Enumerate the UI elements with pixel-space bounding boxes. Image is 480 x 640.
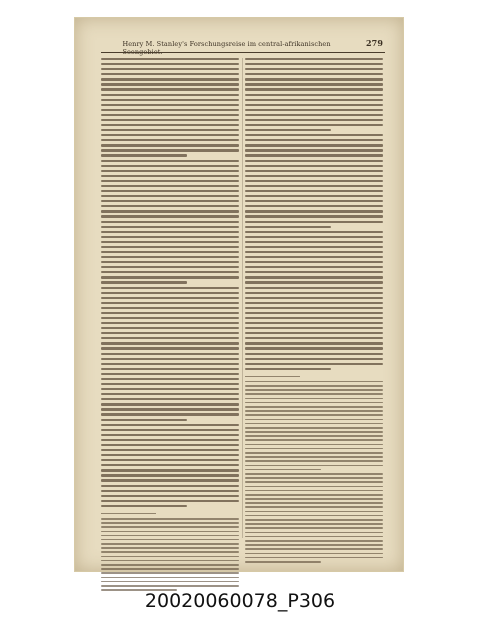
footnote-line (245, 506, 383, 508)
text-line (101, 195, 239, 197)
footnote-line (245, 557, 383, 559)
footnote-line (245, 423, 383, 425)
footnote-line (245, 385, 383, 387)
text-line (101, 505, 187, 507)
text-line (101, 297, 239, 299)
footnote-line (245, 469, 321, 471)
text-line (245, 114, 383, 116)
footnote-line (245, 548, 383, 550)
text-line (101, 464, 239, 466)
text-line (245, 68, 383, 70)
text-line (101, 104, 239, 106)
text-line (245, 200, 383, 202)
text-line (101, 388, 239, 390)
text-line (245, 251, 383, 253)
text-line (101, 68, 239, 70)
text-line (245, 99, 383, 101)
text-line (245, 353, 383, 355)
text-line (101, 474, 239, 476)
text-line (101, 205, 239, 207)
footnote-line (245, 402, 383, 404)
text-line (245, 154, 383, 156)
text-line (101, 312, 239, 314)
text-line (101, 479, 239, 481)
footnote-line (245, 435, 383, 437)
footnote-line (101, 577, 239, 579)
text-line (101, 302, 239, 304)
text-line (101, 109, 239, 111)
text-line (245, 94, 383, 96)
footnote-line (101, 535, 239, 537)
footnote-line (245, 553, 383, 555)
footnote-line (101, 556, 239, 558)
text-line (101, 495, 239, 497)
footnote-line (245, 419, 383, 421)
text-line (101, 271, 239, 273)
text-line (101, 459, 239, 461)
text-line (245, 190, 383, 192)
text-line (245, 195, 383, 197)
text-line (101, 378, 239, 380)
text-line (101, 413, 239, 415)
text-line (101, 469, 239, 471)
text-line (101, 490, 239, 492)
text-line (101, 403, 239, 405)
footnote-line (245, 486, 383, 488)
text-column-left (101, 58, 239, 593)
text-line (101, 88, 239, 90)
text-line (101, 129, 239, 131)
text-line (101, 236, 239, 238)
text-line (245, 185, 383, 187)
text-line (245, 83, 383, 85)
text-line (101, 454, 239, 456)
text-line (101, 215, 239, 217)
footnote-line (101, 572, 239, 574)
text-line (101, 221, 239, 223)
footnote-line (245, 444, 383, 446)
text-line (101, 180, 239, 182)
text-line (101, 398, 239, 400)
footnote-line (101, 551, 239, 553)
footnote-rule (245, 376, 300, 377)
text-line (245, 322, 383, 324)
text-line (245, 368, 331, 370)
text-line (101, 287, 239, 289)
text-line (101, 170, 239, 172)
scanned-page (75, 18, 403, 571)
text-line (101, 134, 239, 136)
footnote-line (245, 519, 383, 521)
footnote-line (245, 511, 383, 513)
text-line (101, 363, 239, 365)
text-line (245, 129, 331, 131)
footnote-line (245, 381, 383, 383)
footnote-line (245, 502, 383, 504)
text-line (101, 327, 239, 329)
text-line (245, 165, 383, 167)
text-line (245, 256, 383, 258)
text-line (101, 347, 239, 349)
text-line (245, 139, 383, 141)
text-line (101, 383, 239, 385)
text-line (101, 500, 239, 502)
text-line (101, 317, 239, 319)
footnote-line (101, 543, 239, 545)
footnote-line (101, 518, 239, 520)
text-line (101, 149, 239, 151)
text-line (101, 124, 239, 126)
text-line (101, 408, 239, 410)
footnote-line (245, 398, 383, 400)
text-line (245, 287, 383, 289)
text-line (245, 226, 331, 228)
text-line (245, 363, 383, 365)
text-line (101, 200, 239, 202)
text-line (245, 332, 383, 334)
footnote-line (101, 526, 239, 528)
footnote-line (101, 564, 239, 566)
text-line (101, 231, 239, 233)
text-line (101, 114, 239, 116)
text-line (101, 307, 239, 309)
text-line (101, 99, 239, 101)
footnote-line (101, 568, 239, 570)
text-line (245, 281, 383, 283)
footnote-line (245, 561, 321, 563)
text-line (101, 73, 239, 75)
text-line (101, 266, 239, 268)
text-line (245, 302, 383, 304)
text-line (245, 261, 383, 263)
text-line (101, 261, 239, 263)
text-line (101, 190, 239, 192)
footnote-line (245, 460, 383, 462)
text-line (245, 119, 383, 121)
text-line (101, 175, 239, 177)
text-line (101, 154, 187, 156)
footnote-line (245, 532, 383, 534)
footnote-rule (101, 513, 156, 514)
text-line (101, 281, 187, 283)
text-line (101, 449, 239, 451)
text-line (245, 221, 383, 223)
text-line (101, 256, 239, 258)
text-line (101, 439, 239, 441)
footnote-line (245, 452, 383, 454)
text-line (245, 175, 383, 177)
footnote-line (245, 540, 383, 542)
footnote-line (245, 527, 383, 529)
text-line (101, 63, 239, 65)
text-column-right (245, 58, 383, 565)
footnote-line (245, 473, 383, 475)
footnote-line (101, 581, 239, 583)
text-line (101, 434, 239, 436)
text-line (101, 144, 239, 146)
text-line (101, 292, 239, 294)
footnote-line (101, 547, 239, 549)
text-line (245, 317, 383, 319)
text-line (101, 58, 239, 60)
footnote-line (101, 585, 239, 587)
footnote-line (245, 448, 383, 450)
text-line (101, 322, 239, 324)
footnote-line (245, 477, 383, 479)
footnote-line (245, 544, 383, 546)
footnote-line (245, 490, 383, 492)
footnote-line (245, 431, 383, 433)
footnote-line (101, 522, 239, 524)
text-line (245, 210, 383, 212)
text-line (101, 485, 239, 487)
text-line (245, 246, 383, 248)
footnote-line (245, 465, 383, 467)
text-line (245, 236, 383, 238)
text-line (245, 271, 383, 273)
text-line (101, 332, 239, 334)
footnote-line (245, 406, 383, 408)
text-line (101, 160, 239, 162)
footnote-line (101, 560, 239, 562)
text-line (101, 373, 239, 375)
text-line (101, 429, 239, 431)
text-line (245, 58, 383, 60)
archive-id-caption: 20020060078_P306 (144, 590, 336, 612)
text-line (245, 297, 383, 299)
text-line (101, 424, 239, 426)
text-line (101, 246, 239, 248)
footnote-line (101, 539, 239, 541)
text-line (245, 104, 383, 106)
text-line (245, 292, 383, 294)
text-line (101, 119, 239, 121)
text-line (245, 215, 383, 217)
text-line (101, 358, 239, 360)
text-line (101, 251, 239, 253)
text-line (245, 342, 383, 344)
text-line (101, 342, 239, 344)
text-line (245, 134, 383, 136)
text-line (245, 180, 383, 182)
footnote-line (245, 389, 383, 391)
text-line (245, 63, 383, 65)
text-line (245, 276, 383, 278)
running-head-title: Henry M. Stanley's Forschungsreise im central-afrikanischen Seengebiet. (122, 40, 331, 56)
text-line (245, 124, 383, 126)
text-line (245, 109, 383, 111)
text-line (245, 358, 383, 360)
footnote-line (245, 414, 383, 416)
text-line (245, 144, 383, 146)
footnote-line (245, 439, 383, 441)
text-line (101, 83, 239, 85)
text-line (101, 210, 239, 212)
running-head (103, 38, 383, 56)
text-line (245, 205, 383, 207)
text-line (101, 165, 239, 167)
text-line (245, 231, 383, 233)
text-line (245, 347, 383, 349)
text-line (101, 276, 239, 278)
text-line (245, 73, 383, 75)
text-line (101, 444, 239, 446)
text-line (101, 419, 187, 421)
text-line (101, 139, 239, 141)
text-line (101, 353, 239, 355)
text-line (245, 337, 383, 339)
footnote-line (245, 427, 383, 429)
text-line (245, 266, 383, 268)
text-line (245, 312, 383, 314)
text-line (101, 393, 239, 395)
text-line (245, 327, 383, 329)
text-line (245, 241, 383, 243)
text-line (245, 170, 383, 172)
text-line (101, 94, 239, 96)
footnote-line (245, 494, 383, 496)
text-line (245, 78, 383, 80)
text-line (245, 88, 383, 90)
footnote-line (245, 498, 383, 500)
text-line (245, 307, 383, 309)
text-line (101, 368, 239, 370)
footnote-line (245, 410, 383, 412)
text-line (101, 241, 239, 243)
text-line (245, 149, 383, 151)
footnote-line (245, 515, 383, 517)
text-line (101, 337, 239, 339)
page-number: 279 (366, 38, 383, 48)
header-rule (101, 52, 385, 53)
column-divider (242, 58, 243, 538)
footnote-line (245, 456, 383, 458)
text-line (101, 226, 239, 228)
footnote-line (245, 536, 383, 538)
footnote-line (245, 393, 383, 395)
footnote-line (101, 531, 239, 533)
text-line (101, 78, 239, 80)
text-line (245, 160, 383, 162)
footnote-line (245, 481, 383, 483)
text-line (101, 185, 239, 187)
footnote-line (245, 523, 383, 525)
